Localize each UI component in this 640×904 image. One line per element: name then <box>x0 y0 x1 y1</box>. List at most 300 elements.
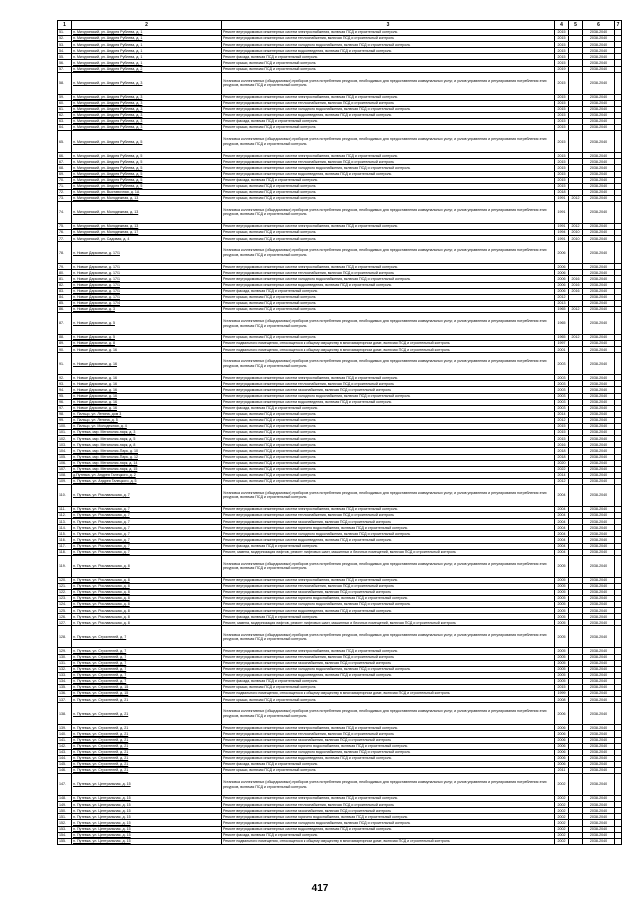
address-cell: п. Новые Дарковичи, д. 16 <box>72 381 222 387</box>
work-type-cell: Ремонт фасада, включая ПСД и строительный контроль <box>222 543 555 549</box>
work-type-cell: Ремонт внутридомовых инженерных систем газоснабжения, включая ПСД и строительный контроль <box>222 808 555 814</box>
row-number: 146. <box>58 767 72 773</box>
work-type-cell: Ремонт крыши, включая ПСД и строительный контроль <box>222 189 555 195</box>
build-year-cell: 2006 <box>555 761 569 767</box>
row-number: 79. <box>58 264 72 270</box>
table-row <box>58 703 622 725</box>
address-cell: п. Путевка, ул. Центральная, д. 15 <box>72 796 222 802</box>
build-year-cell: 2006 <box>555 264 569 270</box>
address-cell: п. Путевка, мкр. Мегаполис-Парк, д. 12 <box>72 454 222 460</box>
last-repair-cell <box>569 313 583 335</box>
work-type-cell: Установка коллективных (общедомовых) приборов учета потребления ресурсов, необходимых для предоставления коммунальных услуг, и узлов управления и регулирования потребления этих ресурсов, включая ПСД и строительный контроль <box>222 353 555 375</box>
plan-period-cell: 2038-2040 <box>583 294 615 300</box>
work-type-cell: Установка коллективных (общедомовых) приборов учета потребления ресурсов, необходимых для предоставления коммунальных услуг, и узлов управления и регулирования потребления этих ресурсов, включая ПСД и строительный контроль <box>222 555 555 577</box>
row-number: 89. <box>58 341 72 347</box>
work-type-cell: Ремонт внутридомовых инженерных систем водоотведения, включая ПСД и строительный контроль <box>222 282 555 288</box>
row-number: 151. <box>58 814 72 820</box>
address-cell: п. Мичуринский, ул. Андрея Рублева, д. 5 <box>72 171 222 177</box>
last-repair-cell <box>569 201 583 223</box>
address-cell: п. Путевка, ул. Строителей, д. 21 <box>72 697 222 703</box>
plan-period-cell: 2038-2040 <box>583 264 615 270</box>
work-type-cell: Установка коллективных (общедомовых) приборов учета потребления ресурсов, необходимых для предоставления коммунальных услуг, и узлов управления и регулирования потребления этих ресурсов, включая ПСД и строительный контроль <box>222 626 555 648</box>
address-cell: п. Новые Дарковичи, д. 16 <box>72 405 222 411</box>
work-type-cell: Ремонт внутридомовых инженерных систем водоотведения, включая ПСД и строительный контроль <box>222 112 555 118</box>
address-cell: п. Путевка, ул. Центральная, д. 15 <box>72 820 222 826</box>
build-year-cell: 2003 <box>555 405 569 411</box>
address-cell: п. Путевка, ул. Строителей, д. 21 <box>72 767 222 773</box>
plan-period-cell: 2038-2040 <box>583 767 615 773</box>
row-number: 58. <box>58 72 72 94</box>
plan-period-cell: 2038-2040 <box>583 153 615 159</box>
table-row <box>58 72 622 94</box>
work-type-cell: Ремонт крыши, включая ПСД и строительный контроль <box>222 685 555 691</box>
build-year-cell: 2004 <box>555 484 569 506</box>
row-number: 66. <box>58 153 72 159</box>
row-number: 119. <box>58 555 72 577</box>
plan-period-cell: 2038-2040 <box>583 749 615 755</box>
row-number: 72. <box>58 189 72 195</box>
address-cell: п. Новые Дарковичи, д. 16 <box>72 393 222 399</box>
header-cell: 5 <box>569 21 583 30</box>
work-type-cell: Ремонт крыши, включая ПСД и строительный контроль <box>222 300 555 306</box>
address-cell: п. Мичуринский, ул. Андрея Рублева, д. 3 <box>72 112 222 118</box>
row-number: 145. <box>58 761 72 767</box>
table-row <box>58 353 622 375</box>
work-type-cell: Ремонт внутридомовых инженерных систем холодного водоснабжения, включая ПСД и строительный контроль <box>222 820 555 826</box>
plan-period-cell: 2038-2040 <box>583 614 615 620</box>
work-type-cell: Ремонт внутридомовых инженерных систем холодного водоснабжения, включая ПСД и строительный контроль <box>222 276 555 282</box>
address-cell: п. Путевка, ул. Рославльская, д. 8 <box>72 589 222 595</box>
work-type-cell: Ремонт внутридомовых инженерных систем холодного водоснабжения, включая ПСД и строительный контроль <box>222 106 555 112</box>
build-year-cell: 2018 <box>555 454 569 460</box>
last-repair-cell <box>569 555 583 577</box>
address-cell: п. Путевка, ул. Строителей, д. 21 <box>72 749 222 755</box>
address-cell: п. Мичуринский, ул. Андрея Рублева, д. 5 <box>72 153 222 159</box>
work-type-cell: Ремонт подвального помещения, относящегося к общему имуществу в многоквартирном доме, включая ПСД и строительный контроль <box>222 838 555 844</box>
address-cell: п. Путевка, ул. Рославльская, д. 7 <box>72 531 222 537</box>
plan-period-cell: 2038-2040 <box>583 48 615 54</box>
table-row <box>58 626 622 648</box>
build-year-cell: 2018 <box>555 189 569 195</box>
address-cell: п. Путевка, ул. Строителей, д. 7 <box>72 648 222 654</box>
plan-period-cell: 2038-2040 <box>583 66 615 72</box>
address-cell: п. Путевка, ул. Центральная, д. 15 <box>72 832 222 838</box>
plan-period-cell: 2038-2040 <box>583 654 615 660</box>
plan-period-cell: 2038-2040 <box>583 608 615 614</box>
plan-period-cell: 2038-2040 <box>583 620 615 626</box>
plan-period-cell: 2038-2040 <box>583 513 615 519</box>
row-number: 51. <box>58 30 72 36</box>
build-year-cell: 2003 <box>555 393 569 399</box>
address-cell: п. Пальцо, ул. Молодежная, д. 4 <box>72 424 222 430</box>
row-number: 59. <box>58 94 72 100</box>
table-row <box>58 484 622 506</box>
build-year-cell: 2001 <box>555 347 569 353</box>
plan-period-cell: 2038-2040 <box>583 125 615 131</box>
plan-period-cell: 2038-2040 <box>583 313 615 335</box>
work-type-cell: Ремонт крыши, включая ПСД и строительный контроль <box>222 60 555 66</box>
work-type-cell: Установка коллективных (общедомовых) приборов учета потребления ресурсов, необходимых для предоставления коммунальных услуг, и узлов управления и регулирования потребления этих ресурсов, включая ПСД и строительный контроль <box>222 774 555 796</box>
row-number: 55. <box>58 54 72 60</box>
row-number: 140. <box>58 731 72 737</box>
work-type-cell: Ремонт фасада, включая ПСД и строительный контроль <box>222 761 555 767</box>
work-type-cell: Ремонт фасада, включая ПСД и строительный контроль <box>222 54 555 60</box>
address-cell: п. Путевка, ул. Андрея Галецкого, д. 5 <box>72 478 222 484</box>
row-number: 114. <box>58 525 72 531</box>
table-row <box>58 313 622 335</box>
address-cell: п. Новые Дарковичи, д. 16 <box>72 399 222 405</box>
capital-repair-table <box>57 20 622 845</box>
plan-period-cell: 2038-2040 <box>583 543 615 549</box>
work-type-cell: Ремонт крыши, включая ПСД и строительный контроль <box>222 430 555 436</box>
work-type-cell: Ремонт внутридомовых инженерных систем электроснабжения, включая ПСД и строительный контроль <box>222 796 555 802</box>
work-type-cell: Ремонт внутридомовых инженерных систем электроснабжения, включая ПСД и строительный контроль <box>222 506 555 512</box>
build-year-cell: 2005 <box>555 596 569 602</box>
row-number: 134. <box>58 678 72 684</box>
row-number: 60. <box>58 100 72 106</box>
address-cell: п. Мичуринский, ул. Андрея Рублева, д. 5 <box>72 131 222 153</box>
row-number: 71. <box>58 183 72 189</box>
address-cell: п. Новые Дарковичи, д. 5 <box>72 335 222 341</box>
row-number: 111. <box>58 506 72 512</box>
work-type-cell: Ремонт крыши, включая ПСД и строительный контроль <box>222 442 555 448</box>
address-cell: п. Мичуринский, ул. Андрея Рублева, д. 5 <box>72 177 222 183</box>
row-number: 138. <box>58 703 72 725</box>
row-number: 91. <box>58 353 72 375</box>
last-repair-cell: 2016 <box>569 282 583 288</box>
plan-period-cell: 2038-2040 <box>583 159 615 165</box>
document-page <box>57 20 621 845</box>
address-cell: п. Путевка, ул. Рославльская, д. 7 <box>72 519 222 525</box>
build-year-cell: 2015 <box>555 183 569 189</box>
build-year-cell: 2006 <box>555 731 569 737</box>
work-type-cell: Ремонт внутридомовых инженерных систем электроснабжения, включая ПСД и строительный контроль <box>222 725 555 731</box>
work-type-cell: Ремонт внутридомовых инженерных систем электроснабжения, включая ПСД и строительный контроль <box>222 30 555 36</box>
build-year-cell: 2005 <box>555 577 569 583</box>
row-number: 137. <box>58 697 72 703</box>
address-cell: п. Путевка, ул. Строителей, д. 7 <box>72 660 222 666</box>
note-cell <box>615 555 622 577</box>
row-number: 85. <box>58 300 72 306</box>
row-number: 84. <box>58 294 72 300</box>
build-year-cell: 2013 <box>555 300 569 306</box>
plan-period-cell: 2038-2040 <box>583 347 615 353</box>
build-year-cell: 2006 <box>555 270 569 276</box>
row-number: 116. <box>58 537 72 543</box>
note-cell <box>615 838 622 844</box>
plan-period-cell: 2038-2040 <box>583 223 615 229</box>
work-type-cell: Ремонт крыши, включая ПСД и строительный контроль <box>222 236 555 242</box>
address-cell: п. Путевка, ул. Рославльская, д. 7 <box>72 543 222 549</box>
plan-period-cell: 2038-2040 <box>583 375 615 381</box>
address-cell: п. Путевка, ул. Строителей, д. 21 <box>72 737 222 743</box>
row-number: 81. <box>58 276 72 282</box>
plan-period-cell: 2038-2040 <box>583 300 615 306</box>
work-type-cell: Ремонт внутридомовых инженерных систем теплоснабжения, включая ПСД и строительный контроль <box>222 270 555 276</box>
address-cell: п. Мичуринский, ул. Андрея Рублева, д. 1 <box>72 36 222 42</box>
plan-period-cell: 2038-2040 <box>583 171 615 177</box>
address-cell: п. Путевка, ул. Центральная, д. 15 <box>72 838 222 844</box>
row-number: 104. <box>58 448 72 454</box>
address-cell: п. Мичуринский, ул. Садовая, д. 4 <box>72 236 222 242</box>
address-cell: п. Путевка, мкр. Мегаполис-парк, д. 15 <box>72 466 222 472</box>
work-type-cell: Ремонт внутридомовых инженерных систем электроснабжения, включая ПСД и строительный контроль <box>222 223 555 229</box>
work-type-cell: Ремонт внутридомовых инженерных систем водоотведения, включая ПСД и строительный контроль <box>222 171 555 177</box>
build-year-cell: 1991 <box>555 195 569 201</box>
plan-period-cell: 2038-2040 <box>583 577 615 583</box>
address-cell: п. Мичуринский, ул. Андрея Рублева, д. 1 <box>72 42 222 48</box>
row-number: 144. <box>58 755 72 761</box>
address-cell: п. Новые Дарковичи, д. 16 <box>72 347 222 353</box>
address-cell: п. Путевка, ул. Строителей, д. 21 <box>72 755 222 761</box>
row-number: 122. <box>58 589 72 595</box>
row-number: 70. <box>58 177 72 183</box>
work-type-cell: Ремонт подвального помещения, относящегося к общему имуществу в многоквартирном доме, включая ПСД и строительный контроль <box>222 691 555 697</box>
plan-period-cell: 2038-2040 <box>583 820 615 826</box>
build-year-cell: 2004 <box>555 543 569 549</box>
row-number: 153. <box>58 826 72 832</box>
plan-period-cell: 2038-2040 <box>583 381 615 387</box>
build-year-cell: 2015 <box>555 125 569 131</box>
last-repair-cell <box>569 72 583 94</box>
note-cell <box>615 774 622 796</box>
build-year-cell: 1991 <box>555 236 569 242</box>
row-number: 97. <box>58 405 72 411</box>
build-year-cell: 2004 <box>555 531 569 537</box>
build-year-cell: 2005 <box>555 678 569 684</box>
address-cell: п. Путевка, ул. Рославльская, д. 7 <box>72 549 222 555</box>
plan-period-cell: 2038-2040 <box>583 737 615 743</box>
work-type-cell: Ремонт внутридомовых инженерных систем водоотведения, включая ПСД и строительный контроль <box>222 537 555 543</box>
last-repair-cell: 2012 <box>569 223 583 229</box>
address-cell: п. Путевка, ул. Строителей, д. 7 <box>72 654 222 660</box>
header-cell: 7 <box>615 21 622 30</box>
row-number: 132. <box>58 666 72 672</box>
last-repair-cell <box>569 242 583 264</box>
header-cell: 3 <box>222 21 555 30</box>
work-type-cell: Ремонт крыши, включая ПСД и строительный контроль <box>222 472 555 478</box>
build-year-cell: 2014 <box>555 411 569 417</box>
work-type-cell: Установка коллективных (общедомовых) приборов учета потребления ресурсов, необходимых для предоставления коммунальных услуг, и узлов управления и регулирования потребления этих ресурсов, включая ПСД и строительный контроль <box>222 484 555 506</box>
row-number: 148. <box>58 796 72 802</box>
work-type-cell: Ремонт крыши, включая ПСД и строительный контроль <box>222 436 555 442</box>
build-year-cell: 2002 <box>555 796 569 802</box>
build-year-cell: 2006 <box>555 282 569 288</box>
row-number: 129. <box>58 648 72 654</box>
address-cell: п. Мичуринский, ул. Андрея Рублева, д. 3 <box>72 94 222 100</box>
plan-period-cell: 2038-2040 <box>583 838 615 844</box>
header-cell: 1 <box>58 21 72 30</box>
plan-period-cell: 2038-2040 <box>583 525 615 531</box>
work-type-cell: Ремонт внутридомовых инженерных систем горячего водоснабжения, включая ПСД и строительный контроль <box>222 814 555 820</box>
plan-period-cell: 2038-2040 <box>583 666 615 672</box>
row-number: 131. <box>58 660 72 666</box>
plan-period-cell: 2038-2040 <box>583 660 615 666</box>
work-type-cell: Ремонт крыши, включая ПСД и строительный контроль <box>222 411 555 417</box>
row-number: 105. <box>58 454 72 460</box>
address-cell: п. Путевка, ул. Строителей, д. 21 <box>72 743 222 749</box>
build-year-cell: 2003 <box>555 381 569 387</box>
plan-period-cell: 2038-2040 <box>583 826 615 832</box>
table-row <box>58 242 622 264</box>
work-type-cell: Ремонт крыши, включая ПСД и строительный контроль <box>222 335 555 341</box>
build-year-cell: 2015 <box>555 48 569 54</box>
work-type-cell: Ремонт внутридомовых инженерных систем электроснабжения, включая ПСД и строительный контроль <box>222 577 555 583</box>
address-cell: п. Новые Дарковичи, д. 17/1 <box>72 282 222 288</box>
note-cell <box>615 131 622 153</box>
plan-period-cell: 2038-2040 <box>583 506 615 512</box>
build-year-cell: 2012 <box>555 294 569 300</box>
row-number: 109. <box>58 478 72 484</box>
address-cell: п. Путевка, ул. Строителей, д. 7 <box>72 666 222 672</box>
last-repair-cell: 2012 <box>569 335 583 341</box>
plan-period-cell: 2038-2040 <box>583 672 615 678</box>
work-type-cell: Установка коллективных (общедомовых) приборов учета потребления ресурсов, необходимых для предоставления коммунальных услуг, и узлов управления и регулирования потребления этих ресурсов, включая ПСД и строительный контроль <box>222 703 555 725</box>
plan-period-cell: 2038-2040 <box>583 94 615 100</box>
plan-period-cell: 2038-2040 <box>583 691 615 697</box>
plan-period-cell: 2038-2040 <box>583 230 615 236</box>
row-number: 118. <box>58 549 72 555</box>
row-number: 149. <box>58 802 72 808</box>
build-year-cell: 1994 <box>555 230 569 236</box>
note-cell <box>615 72 622 94</box>
build-year-cell: 2015 <box>555 685 569 691</box>
plan-period-cell: 2038-2040 <box>583 177 615 183</box>
build-year-cell: 2002 <box>555 774 569 796</box>
row-number: 106. <box>58 460 72 466</box>
plan-period-cell: 2038-2040 <box>583 697 615 703</box>
address-cell: п. Путевка, мкр. Мегаполис-парк, д. 8 <box>72 442 222 448</box>
address-cell: п. Путевка, ул. Центральная, д. 15 <box>72 826 222 832</box>
build-year-cell: 2014 <box>555 472 569 478</box>
row-number: 124. <box>58 602 72 608</box>
work-type-cell: Ремонт подвального помещения, относящегося к общему имуществу в многоквартирном доме, включая ПСД и строительный контроль <box>222 347 555 353</box>
address-cell: п. Путевка, ул. Рославльская, д. 8 <box>72 596 222 602</box>
build-year-cell: 2015 <box>555 30 569 36</box>
build-year-cell: 2006 <box>555 743 569 749</box>
address-cell: п. Путевка, ул. Центральная, д. 15 <box>72 808 222 814</box>
plan-period-cell: 2038-2040 <box>583 808 615 814</box>
last-repair-cell <box>569 774 583 796</box>
row-number: 63. <box>58 119 72 125</box>
row-number: 65. <box>58 131 72 153</box>
work-type-cell: Ремонт внутридомовых инженерных систем теплоснабжения, включая ПСД и строительный контроль <box>222 100 555 106</box>
work-type-cell: Ремонт внутридомовых инженерных систем теплоснабжения, включая ПСД и строительный контроль <box>222 802 555 808</box>
address-cell: п. Путевка, ул. Строителей, д. 7 <box>72 678 222 684</box>
address-cell: п. Мичуринский, ул. Молодежная, д. 17 <box>72 230 222 236</box>
row-number: 53. <box>58 42 72 48</box>
row-number: 95. <box>58 393 72 399</box>
address-cell: п. Мичуринский, ул. Андрея Рублева, д. 5 <box>72 165 222 171</box>
build-year-cell: 2006 <box>555 703 569 725</box>
work-type-cell: Установка коллективных (общедомовых) приборов учета потребления ресурсов, необходимых для предоставления коммунальных услуг, и узлов управления и регулирования потребления этих ресурсов, включая ПСД и строительный контроль <box>222 131 555 153</box>
plan-period-cell: 2038-2040 <box>583 755 615 761</box>
build-year-cell: 2015 <box>555 94 569 100</box>
build-year-cell: 2002 <box>555 832 569 838</box>
row-number: 93. <box>58 381 72 387</box>
last-repair-cell <box>569 484 583 506</box>
work-type-cell: Ремонт внутридомовых инженерных систем электроснабжения, включая ПСД и строительный контроль <box>222 648 555 654</box>
row-number: 152. <box>58 820 72 826</box>
plan-period-cell: 2038-2040 <box>583 448 615 454</box>
plan-period-cell: 2038-2040 <box>583 814 615 820</box>
plan-period-cell: 2038-2040 <box>583 119 615 125</box>
address-cell: п. Путевка, ул. Рославльская, д. 7 <box>72 525 222 531</box>
address-cell: п. Путевка, ул. Строителей, д. 7 <box>72 672 222 678</box>
address-cell: п. Новые Дарковичи, д. 17/1 <box>72 288 222 294</box>
address-cell: п. Мичуринский, ул. Молодежная, д. 13 <box>72 195 222 201</box>
build-year-cell: 2016 <box>555 442 569 448</box>
address-cell: п. Путевка, ул. Рославльская, д. 7 <box>72 513 222 519</box>
address-cell: п. Путевка, ул. Рославльская, д. 7 <box>72 537 222 543</box>
build-year-cell: 2005 <box>555 608 569 614</box>
work-type-cell: Ремонт крыши, включая ПСД и строительный контроль <box>222 183 555 189</box>
last-repair-cell <box>569 626 583 648</box>
note-cell <box>615 201 622 223</box>
build-year-cell: 2015 <box>555 72 569 94</box>
address-cell: п. Путевка, ул. Рославльская, д. 8 <box>72 555 222 577</box>
work-type-cell: Ремонт внутридомовых инженерных систем водоотведения, включая ПСД и строительный контроль <box>222 399 555 405</box>
address-cell: п. Путевка, ул. Рославльская, д. 8 <box>72 577 222 583</box>
work-type-cell: Ремонт внутридомовых инженерных систем водоотведения, включая ПСД и строительный контроль <box>222 608 555 614</box>
address-cell: п. Новые Дарковичи, д. 17/1 <box>72 294 222 300</box>
row-number: 147. <box>58 774 72 796</box>
build-year-cell: 2018 <box>555 448 569 454</box>
address-cell: п. Мичуринский, ул. Андрея Рублева, д. 1 <box>72 54 222 60</box>
last-repair-cell: 2012 <box>569 306 583 312</box>
work-type-cell: Ремонт внутридомовых инженерных систем водоотведения, включая ПСД и строительный контроль <box>222 826 555 832</box>
plan-period-cell: 2038-2040 <box>583 411 615 417</box>
work-type-cell: Ремонт крыши, включая ПСД и строительный контроль <box>222 697 555 703</box>
work-type-cell: Ремонт внутридомовых инженерных систем газоснабжения, включая ПСД и строительный контроль <box>222 660 555 666</box>
work-type-cell: Ремонт внутридомовых инженерных систем теплоснабжения, включая ПСД и строительный контроль <box>222 513 555 519</box>
row-number: 75. <box>58 223 72 229</box>
plan-period-cell: 2038-2040 <box>583 195 615 201</box>
address-cell: п. Новые Дарковичи, д. 17/4 <box>72 300 222 306</box>
plan-period-cell: 2038-2040 <box>583 466 615 472</box>
address-cell: п. Новые Дарковичи, д. 17/1 <box>72 276 222 282</box>
build-year-cell: 2003 <box>555 387 569 393</box>
row-number: 133. <box>58 672 72 678</box>
last-repair-cell <box>569 703 583 725</box>
address-cell: п. Мичуринский, ул. Андрея Рублева, д. 3 <box>72 125 222 131</box>
address-cell: п. Мичуринский, ул. Андрея Рублева, д. 3 <box>72 119 222 125</box>
build-year-cell: 2015 <box>555 119 569 125</box>
note-cell <box>615 703 622 725</box>
row-number: 120. <box>58 577 72 583</box>
plan-period-cell: 2038-2040 <box>583 478 615 484</box>
row-number: 150. <box>58 808 72 814</box>
work-type-cell: Ремонт фасада, включая ПСД и строительный контроль <box>222 288 555 294</box>
plan-period-cell: 2038-2040 <box>583 678 615 684</box>
address-cell: п. Путевка, ул. Строителей, д. 15 <box>72 685 222 691</box>
plan-period-cell: 2038-2040 <box>583 685 615 691</box>
row-number: 54. <box>58 48 72 54</box>
address-cell: п. Мичуринский, ул. Андрея Рублева, д. 3 <box>72 100 222 106</box>
build-year-cell: 2015 <box>555 165 569 171</box>
build-year-cell: 2005 <box>555 614 569 620</box>
plan-period-cell: 2038-2040 <box>583 442 615 448</box>
build-year-cell: 2015 <box>555 106 569 112</box>
row-number: 139. <box>58 725 72 731</box>
row-number: 83. <box>58 288 72 294</box>
address-cell: п. Мичуринский, ул. Молодежная, д. 13 <box>72 223 222 229</box>
row-number: 130. <box>58 654 72 660</box>
plan-period-cell: 2038-2040 <box>583 387 615 393</box>
build-year-cell: 2015 <box>555 436 569 442</box>
plan-period-cell: 2038-2040 <box>583 436 615 442</box>
build-year-cell: 2006 <box>555 725 569 731</box>
